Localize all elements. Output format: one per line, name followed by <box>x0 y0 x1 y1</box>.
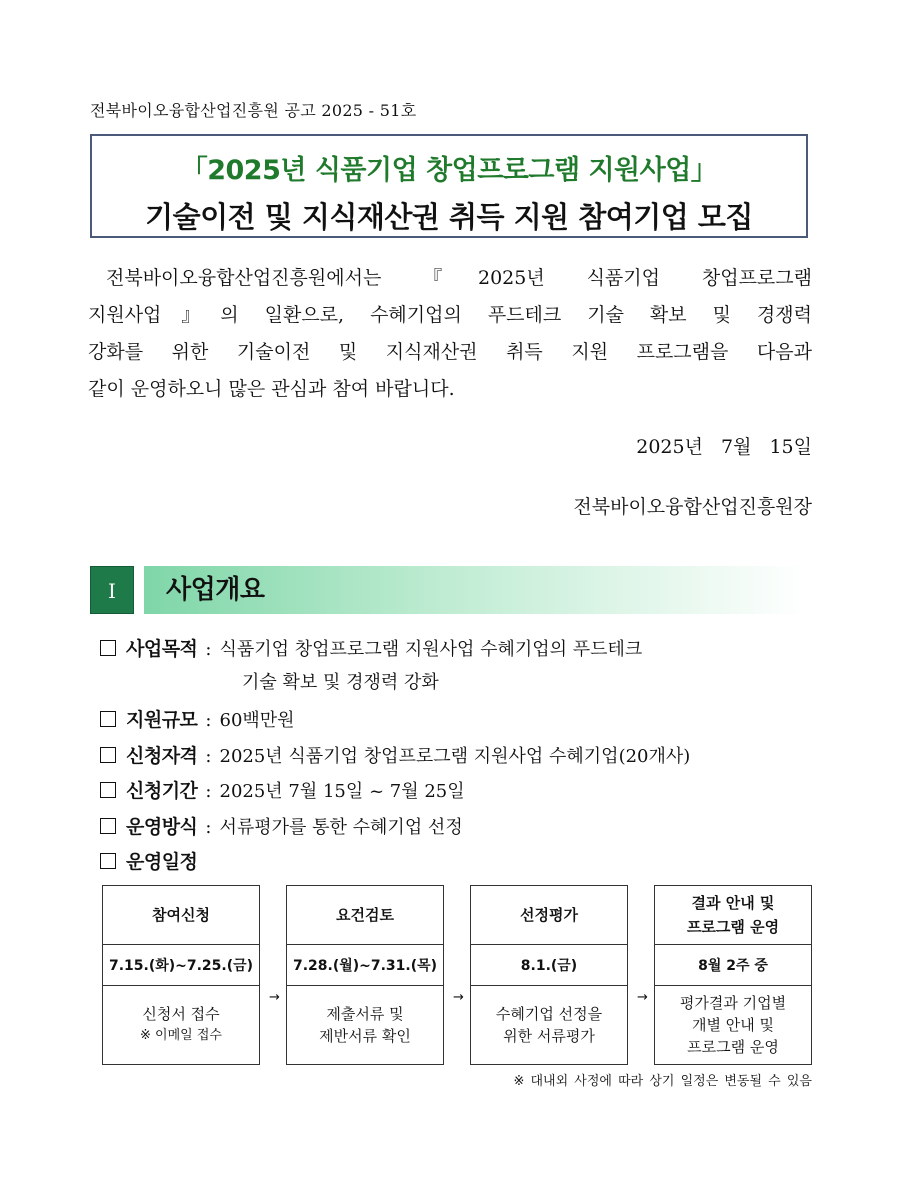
step-date: 7.28.(월)~7.31.(목) <box>287 945 443 986</box>
title-line2: 기술이전 및 지식재산권 취득 지원 참여기업 모집 <box>145 200 753 234</box>
announcement-date: 2025년 7월 15일 <box>636 436 812 458</box>
item-value: 2025년 식품기업 창업프로그램 지원사업 수혜기업(20개사) <box>219 746 691 767</box>
arrow-icon: → <box>453 990 464 1005</box>
section-title: 사업개요 <box>166 575 265 605</box>
step-desc-line: 수혜기업 선정을 <box>495 1005 603 1023</box>
step-date: 8월 2주 중 <box>655 945 811 986</box>
step-desc-line: 신청서 접수 <box>142 1005 220 1023</box>
item-label: 운영방식 <box>126 816 198 838</box>
schedule-footnote: ※ 대내외 사정에 따라 상기 일정은 변동될 수 있음 <box>513 1074 812 1089</box>
item-colon: : <box>205 639 212 660</box>
item-value: 식품기업 창업프로그램 지원사업 수혜기업의 푸드테크 <box>219 639 643 660</box>
item-value: 서류평가를 통한 수혜기업 선정 <box>219 817 463 838</box>
step-title: 참여신청 <box>103 886 259 945</box>
intro-line3: 강화를 위한 기술이전 및 지식재산권 취득 지원 프로그램을 다음과 <box>88 341 812 363</box>
item-colon: : <box>205 817 212 838</box>
item-value: 60백만원 <box>219 710 295 731</box>
item-purpose-cont: 기술 확보 및 경쟁력 강화 <box>242 672 439 693</box>
intro-line1: 전북바이오융합산업진흥원에서는 『2025년 식품기업 창업프로그램 <box>106 267 812 289</box>
item-label: 사업목적 <box>126 638 198 660</box>
section-header <box>90 566 808 614</box>
step-title-line: 프로그램 운영 <box>686 918 780 936</box>
intro-line4: 같이 운영하오니 많은 관심과 참여 바랍니다. <box>88 378 455 400</box>
schedule-step-2 <box>286 885 444 1065</box>
step-desc-line: 프로그램 운영 <box>687 1038 779 1056</box>
step-desc-note: ※ 이메일 접수 <box>140 1028 222 1043</box>
step-desc-line: 위한 서류평가 <box>503 1027 595 1045</box>
step-title <box>655 886 811 945</box>
step-desc-line: 평가결과 기업별 <box>679 994 787 1012</box>
item-period <box>100 776 465 803</box>
checkbox-square-icon <box>100 640 116 656</box>
checkbox-square-icon <box>100 747 116 763</box>
item-schedule <box>100 847 197 874</box>
item-colon: : <box>205 746 212 767</box>
schedule-step-3 <box>470 885 628 1065</box>
arrow-icon: → <box>637 990 648 1005</box>
step-desc <box>655 986 811 1064</box>
item-value: 2025년 7월 15일 ~ 7월 25일 <box>219 781 465 802</box>
step-date: 8.1.(금) <box>471 945 627 986</box>
schedule-step-1 <box>102 885 260 1065</box>
section-number: I <box>90 566 134 614</box>
step-desc <box>287 986 443 1064</box>
item-label: 운영일정 <box>126 851 198 873</box>
item-label: 신청자격 <box>126 745 198 767</box>
step-date: 7.15.(화)~7.25.(금) <box>103 945 259 986</box>
title-line1: 「2025년 식품기업 창업프로그램 지원사업」 <box>180 155 718 186</box>
schedule-step-4 <box>654 885 812 1065</box>
arrow-icon: → <box>269 990 280 1005</box>
item-purpose <box>100 634 642 661</box>
step-desc <box>103 986 259 1064</box>
checkbox-square-icon <box>100 853 116 869</box>
checkbox-square-icon <box>100 818 116 834</box>
item-method <box>100 812 463 839</box>
item-scale <box>100 705 295 732</box>
intro-paragraph <box>88 260 812 408</box>
item-colon: : <box>205 710 212 731</box>
step-desc-line: 제출서류 및 <box>326 1005 404 1023</box>
checkbox-square-icon <box>100 711 116 727</box>
step-desc <box>471 986 627 1064</box>
step-desc-line: 제반서류 확인 <box>319 1027 411 1045</box>
step-title-line: 결과 안내 및 <box>691 894 775 912</box>
item-colon: : <box>205 781 212 802</box>
item-eligibility <box>100 741 690 768</box>
intro-line2: 지원사업』의 일환으로, 수혜기업의 푸드테크 기술 확보 및 경쟁력 <box>88 304 812 326</box>
notice-number: 전북바이오융합산업진흥원 공고 2025 - 51호 <box>90 101 417 120</box>
step-title: 요건검토 <box>287 886 443 945</box>
item-label: 지원규모 <box>126 709 198 731</box>
signature: 전북바이오융합산업진흥원장 <box>573 496 812 518</box>
item-label: 신청기간 <box>126 780 198 802</box>
checkbox-square-icon <box>100 782 116 798</box>
title-box <box>90 134 808 238</box>
step-title: 선정평가 <box>471 886 627 945</box>
step-desc-line: 개별 안내 및 <box>692 1016 774 1034</box>
